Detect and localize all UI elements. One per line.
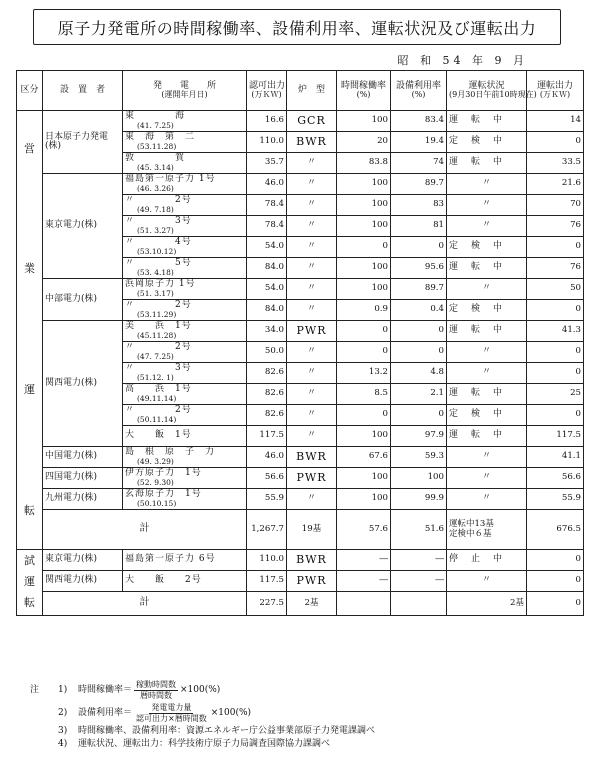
status-cell: 〃 — [447, 279, 527, 300]
status-cell: 〃 — [447, 363, 527, 384]
capacity-cell: 78.4 — [247, 216, 287, 237]
output-cell: 21.6 — [527, 174, 584, 195]
reactor-cell: 〃 — [287, 489, 337, 510]
status-cell: 運 転 中 — [447, 426, 527, 447]
status-cell: 運 転 中 — [447, 321, 527, 342]
util-rate-cell: ― — [391, 571, 447, 592]
total-util-rate: 51.6 — [391, 510, 447, 550]
total-capacity: 1,267.7 — [247, 510, 287, 550]
output-cell: 50 — [527, 279, 584, 300]
status-cell: 定 検 中 — [447, 237, 527, 258]
notes-section — [30, 680, 590, 753]
util-rate-cell: 95.6 — [391, 258, 447, 279]
fraction: $\frac{\text{発電電力量}}{\text{認可出力×暦時間数}}$ — [136, 703, 207, 723]
util-rate-cell: 97.9 — [391, 426, 447, 447]
time-rate-cell: 20 — [337, 132, 391, 153]
total-units: 19基 — [287, 510, 337, 550]
table-row — [17, 279, 584, 300]
output-cell: 76 — [527, 216, 584, 237]
status-cell: 〃 — [447, 342, 527, 363]
status-cell: 運 転 中 — [447, 384, 527, 405]
company-chubu: 中部電力(株) — [43, 279, 123, 321]
reactor-cell: BWR — [287, 447, 337, 468]
header-time-rate: 時間稼働率 (%) — [337, 71, 391, 111]
total-time-rate: 57.6 — [337, 510, 391, 550]
output-cell: 33.5 — [527, 153, 584, 174]
time-rate-cell: 100 — [337, 174, 391, 195]
total-units: 2基 — [287, 592, 337, 616]
total-label: 計 — [43, 510, 247, 550]
status-cell: 〃 — [447, 571, 527, 592]
station-cell: 大 飯 1号 — [123, 426, 247, 447]
station-cell: 島 根 原 子 力 (49. 3.29) — [123, 447, 247, 468]
capacity-cell: 35.7 — [247, 153, 287, 174]
station-cell: 東 海 (41. 7.25) — [123, 111, 247, 132]
table-body — [17, 111, 584, 616]
util-rate-cell: 0 — [391, 321, 447, 342]
output-cell: 0 — [527, 342, 584, 363]
util-rate-cell: 100 — [391, 468, 447, 489]
capacity-cell: 110.0 — [247, 132, 287, 153]
reactor-cell: PWR — [287, 571, 337, 592]
total-output: 0 — [527, 592, 584, 616]
reactor-cell: 〃 — [287, 153, 337, 174]
reactor-cell: 〃 — [287, 258, 337, 279]
company-kansai: 関西電力(株) — [43, 321, 123, 447]
reactor-cell: 〃 — [287, 405, 337, 426]
output-cell: 0 — [527, 300, 584, 321]
capacity-cell: 46.0 — [247, 447, 287, 468]
trial-company-cell: 東京電力(株) — [43, 550, 123, 571]
output-cell: 14 — [527, 111, 584, 132]
station-cell: 〃 2号 (50.11.14) — [123, 405, 247, 426]
station-cell: 玄海原子力 1号 (50.10.15) — [123, 489, 247, 510]
note-1: 注 1) 時間稼働率＝ $\frac{\text{稼動時間数}}{\text{暦時間数}}$ ×100(%) — [30, 680, 221, 700]
reactor-cell: 〃 — [287, 195, 337, 216]
capacity-cell: 54.0 — [247, 237, 287, 258]
util-rate-cell: 4.8 — [391, 363, 447, 384]
report-date: 昭 和 54 年 9 月 — [397, 54, 528, 67]
reactor-cell: 〃 — [287, 426, 337, 447]
table-row — [17, 321, 584, 342]
company-jape: 日本原子力発電(株) — [43, 111, 123, 174]
reactor-cell: BWR — [287, 132, 337, 153]
status-cell: 定 検 中 — [447, 132, 527, 153]
capacity-cell: 16.6 — [247, 111, 287, 132]
station-cell: 福島第一原子力 1号 (46. 3.26) — [123, 174, 247, 195]
operations-table — [16, 70, 584, 616]
station-cell: 〃 3号 (51.12. 1) — [123, 363, 247, 384]
output-cell: 0 — [527, 405, 584, 426]
reactor-cell: PWR — [287, 468, 337, 489]
station-cell: 〃 4号 (53.10.12) — [123, 237, 247, 258]
section-commercial: 営 業 運 転 — [17, 111, 43, 550]
reactor-cell: PWR — [287, 321, 337, 342]
output-cell: 0 — [527, 363, 584, 384]
status-cell: 定 検 中 — [447, 300, 527, 321]
total-row-trial — [17, 592, 584, 616]
station-cell: 〃 2号 (47. 7.25) — [123, 342, 247, 363]
reactor-cell: 〃 — [287, 174, 337, 195]
time-rate-cell: ― — [337, 550, 391, 571]
station-cell: 福島第一原子力 6号 — [123, 550, 247, 571]
reactor-cell: 〃 — [287, 237, 337, 258]
station-cell: 〃 2号 (53.11.29) — [123, 300, 247, 321]
time-rate-cell: 100 — [337, 279, 391, 300]
time-rate-cell: 0 — [337, 342, 391, 363]
trial-company-cell: 関西電力(株) — [43, 571, 123, 592]
header-reactor: 炉 型 — [287, 71, 337, 111]
time-rate-cell: 100 — [337, 195, 391, 216]
document-title: 原子力発電所の時間稼働率、設備利用率、運転状況及び運転出力 — [33, 9, 561, 45]
note-4: 4) 運転状況、運転出力：科学技術庁原子力局調査国際協力課調べ — [58, 739, 331, 750]
time-rate-cell: 0 — [337, 237, 391, 258]
util-rate-cell: 74 — [391, 153, 447, 174]
station-cell: 浜岡原子力 1号 (51. 3.17) — [123, 279, 247, 300]
station-cell: 東 海 第 二 (53.11.28) — [123, 132, 247, 153]
header-section: 区分 — [17, 71, 43, 111]
table-row — [17, 174, 584, 195]
reactor-cell: 〃 — [287, 363, 337, 384]
capacity-cell: 82.6 — [247, 384, 287, 405]
time-rate-cell: 0 — [337, 321, 391, 342]
reactor-cell: GCR — [287, 111, 337, 132]
capacity-cell: 110.0 — [247, 550, 287, 571]
fraction: $\frac{\text{稼動時間数}}{\text{暦時間数}}$ — [136, 680, 177, 700]
table-row — [17, 468, 584, 489]
total-row-commercial — [17, 510, 584, 550]
header-output: 運転出力 (万ＫＷ) — [527, 71, 584, 111]
company-shikoku: 四国電力(株) — [43, 468, 123, 489]
time-rate-cell: 83.8 — [337, 153, 391, 174]
total-time-rate — [337, 592, 391, 616]
reactor-cell: 〃 — [287, 279, 337, 300]
station-cell: 美 浜 1号 (45.11.28) — [123, 321, 247, 342]
total-label: 計 — [43, 592, 247, 616]
time-rate-cell: 100 — [337, 111, 391, 132]
reactor-cell: BWR — [287, 550, 337, 571]
note-3: 3) 時間稼働率、設備利用率：資源エネルギー庁公益事業部原子力発電課調べ — [58, 726, 376, 736]
status-cell: 〃 — [447, 468, 527, 489]
total-status: 運転中13基 定検中６基 — [447, 510, 527, 550]
station-cell: 〃 5号 (53. 4.18) — [123, 258, 247, 279]
time-rate-cell: ― — [337, 571, 391, 592]
time-rate-cell: 100 — [337, 489, 391, 510]
time-rate-cell: 13.2 — [337, 363, 391, 384]
table-row — [17, 571, 584, 592]
output-cell: 56.6 — [527, 468, 584, 489]
time-rate-cell: 100 — [337, 468, 391, 489]
header-util-rate: 設備利用率 (%) — [391, 71, 447, 111]
time-rate-cell: 100 — [337, 426, 391, 447]
note-2: 2) 設備利用率＝ $\frac{\text{発電電力量}}{\text{認可出力×暦時間数}}$ ×100(%) — [58, 703, 252, 723]
header-station: 発 電 所 (運開年月日) — [123, 71, 247, 111]
table-row — [17, 550, 584, 571]
status-cell: 停 止 中 — [447, 550, 527, 571]
util-rate-cell: 89.7 — [391, 174, 447, 195]
status-cell: 運 転 中 — [447, 258, 527, 279]
station-cell: 敦 賀 (45. 3.14) — [123, 153, 247, 174]
station-cell: 大 飯 2号 — [123, 571, 247, 592]
output-cell: 70 — [527, 195, 584, 216]
capacity-cell: 46.0 — [247, 174, 287, 195]
status-cell: 〃 — [447, 489, 527, 510]
company-kyushu: 九州電力(株) — [43, 489, 123, 510]
capacity-cell: 84.0 — [247, 300, 287, 321]
capacity-cell: 82.6 — [247, 405, 287, 426]
total-status: 2基 — [447, 592, 527, 616]
util-rate-cell: 89.7 — [391, 279, 447, 300]
util-rate-cell: 83.4 — [391, 111, 447, 132]
status-cell: 運 転 中 — [447, 111, 527, 132]
capacity-cell: 55.9 — [247, 489, 287, 510]
reactor-cell: 〃 — [287, 216, 337, 237]
output-cell: 25 — [527, 384, 584, 405]
status-cell: 定 検 中 — [447, 405, 527, 426]
output-cell: 0 — [527, 550, 584, 571]
util-rate-cell: 0 — [391, 405, 447, 426]
status-cell: 〃 — [447, 174, 527, 195]
reactor-cell: 〃 — [287, 384, 337, 405]
capacity-cell: 84.0 — [247, 258, 287, 279]
util-rate-cell: 81 — [391, 216, 447, 237]
reactor-cell: 〃 — [287, 342, 337, 363]
util-rate-cell: 0 — [391, 237, 447, 258]
output-cell: 41.1 — [527, 447, 584, 468]
status-cell: 〃 — [447, 447, 527, 468]
output-cell: 0 — [527, 571, 584, 592]
status-cell: 運 転 中 — [447, 153, 527, 174]
table-row — [17, 111, 584, 132]
table-row — [17, 489, 584, 510]
header-capacity: 認可出力 (万ＫＷ) — [247, 71, 287, 111]
header-status: 運転状況 (9月30日午前10時現在) — [447, 71, 527, 111]
util-rate-cell: ― — [391, 550, 447, 571]
company-tepco: 東京電力(株) — [43, 174, 123, 279]
station-cell: 〃 2号 (49. 7.18) — [123, 195, 247, 216]
output-cell: 55.9 — [527, 489, 584, 510]
capacity-cell: 82.6 — [247, 363, 287, 384]
time-rate-cell: 67.6 — [337, 447, 391, 468]
capacity-cell: 50.0 — [247, 342, 287, 363]
time-rate-cell: 100 — [337, 216, 391, 237]
company-chugoku: 中国電力(株) — [43, 447, 123, 468]
time-rate-cell: 0.9 — [337, 300, 391, 321]
station-cell: 高 浜 1号 (49.11.14) — [123, 384, 247, 405]
output-cell: 0 — [527, 237, 584, 258]
status-cell: 〃 — [447, 195, 527, 216]
notes-label: 注 — [30, 684, 40, 695]
total-capacity: 227.5 — [247, 592, 287, 616]
output-cell: 76 — [527, 258, 584, 279]
time-rate-cell: 0 — [337, 405, 391, 426]
status-cell: 〃 — [447, 216, 527, 237]
header-company: 設 置 者 — [43, 71, 123, 111]
util-rate-cell: 59.3 — [391, 447, 447, 468]
output-cell: 117.5 — [527, 426, 584, 447]
util-rate-cell: 83 — [391, 195, 447, 216]
table-row — [17, 447, 584, 468]
header-row — [17, 71, 584, 111]
station-cell: 〃 3号 (51. 3.27) — [123, 216, 247, 237]
capacity-cell: 117.5 — [247, 571, 287, 592]
util-rate-cell: 99.9 — [391, 489, 447, 510]
util-rate-cell: 0 — [391, 342, 447, 363]
section-trial: 試 運 転 — [17, 550, 43, 616]
capacity-cell: 56.6 — [247, 468, 287, 489]
total-util-rate — [391, 592, 447, 616]
time-rate-cell: 100 — [337, 258, 391, 279]
capacity-cell: 117.5 — [247, 426, 287, 447]
total-output: 676.5 — [527, 510, 584, 550]
time-rate-cell: 8.5 — [337, 384, 391, 405]
reactor-cell: 〃 — [287, 300, 337, 321]
output-cell: 0 — [527, 132, 584, 153]
output-cell: 41.3 — [527, 321, 584, 342]
util-rate-cell: 0.4 — [391, 300, 447, 321]
util-rate-cell: 2.1 — [391, 384, 447, 405]
capacity-cell: 78.4 — [247, 195, 287, 216]
util-rate-cell: 19.4 — [391, 132, 447, 153]
station-cell: 伊方原子力 1号 (52. 9.30) — [123, 468, 247, 489]
capacity-cell: 34.0 — [247, 321, 287, 342]
capacity-cell: 54.0 — [247, 279, 287, 300]
